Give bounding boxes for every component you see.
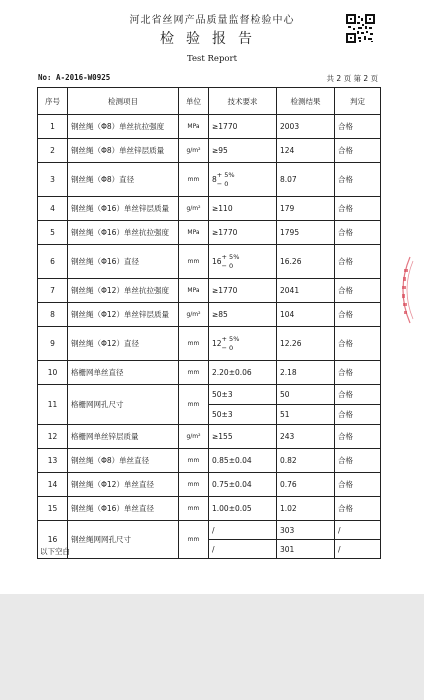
table-row <box>38 521 381 540</box>
cell-unit: mm <box>179 245 209 279</box>
cell-judgement: 合格 <box>335 245 381 279</box>
cell-item: 钢丝绳（Φ16）单丝抗拉强度 <box>68 221 179 245</box>
cell-item: 钢丝绳（Φ12）直径 <box>68 327 179 361</box>
cell-judgement: 合格 <box>335 449 381 473</box>
cell-requirement: ≥110 <box>209 197 277 221</box>
cell-no: 1 <box>38 115 68 139</box>
cell-no: 9 <box>38 327 68 361</box>
req-base: 16 <box>212 256 222 266</box>
cell-item: 格栅网单丝锌层质量 <box>68 425 179 449</box>
tol-plus: + 5% <box>216 170 235 179</box>
end-note: 以下空白 <box>40 547 70 556</box>
cell-item: 钢丝绳（Φ16）直径 <box>68 245 179 279</box>
tolerance <box>217 171 235 189</box>
cell-result: 243 <box>277 425 335 449</box>
cell-unit: MPa <box>179 115 209 139</box>
cell-result: 0.76 <box>277 473 335 497</box>
table-row <box>38 361 381 385</box>
cell-judgement: 合格 <box>335 327 381 361</box>
table-row <box>38 303 381 327</box>
cell-requirement <box>209 245 277 279</box>
cell-result: 124 <box>277 139 335 163</box>
page-title: 检验报告 <box>160 31 264 47</box>
cell-unit: mm <box>179 497 209 521</box>
cell-judgement: 合格 <box>335 303 381 327</box>
cell-result: 8.07 <box>277 163 335 197</box>
tol-plus: + 5% <box>221 334 240 343</box>
cell-item: 格栅网网孔尺寸 <box>68 385 179 425</box>
table-header-row <box>38 88 381 115</box>
page-info: 共 2 页 第 2 页 <box>326 74 378 83</box>
cell-no: 3 <box>38 163 68 197</box>
cell-requirement <box>209 163 277 197</box>
cell-judgement: 合格 <box>335 473 381 497</box>
table-row <box>38 115 381 139</box>
tol-minus: − 0 <box>216 179 229 188</box>
table-row <box>38 197 381 221</box>
cell-no: 8 <box>38 303 68 327</box>
header-no: 序号 <box>38 88 68 115</box>
cell-item: 钢丝绳（Φ8）直径 <box>68 163 179 197</box>
cell-unit: g/m² <box>179 139 209 163</box>
tol-minus: − 0 <box>221 261 234 270</box>
cell-judgement: 合格 <box>335 115 381 139</box>
cell-no: 13 <box>38 449 68 473</box>
cell-no: 11 <box>38 385 68 425</box>
cell-requirement: ≥1770 <box>209 115 277 139</box>
cell-no: 15 <box>38 497 68 521</box>
cell-item: 钢丝绳（Φ16）单丝直径 <box>68 497 179 521</box>
cell-requirement: 0.75±0.04 <box>209 473 277 497</box>
cell-item: 钢丝绳（Φ16）单丝锌层质量 <box>68 197 179 221</box>
cell-judgement: 合格 <box>335 197 381 221</box>
cell-judgement: / <box>335 521 381 540</box>
cell-requirement: ≥1770 <box>209 221 277 245</box>
cell-unit: mm <box>179 473 209 497</box>
header-requirement: 技术要求 <box>209 88 277 115</box>
cell-judgement: 合格 <box>335 405 381 425</box>
cell-no: 4 <box>38 197 68 221</box>
cell-result: 1795 <box>277 221 335 245</box>
cell-judgement: 合格 <box>335 425 381 449</box>
cell-unit: mm <box>179 163 209 197</box>
req-base: 12 <box>212 338 222 348</box>
cell-item: 钢丝绳（Φ12）单丝抗拉强度 <box>68 279 179 303</box>
cell-unit: mm <box>179 449 209 473</box>
cell-no: 14 <box>38 473 68 497</box>
cell-result: 104 <box>277 303 335 327</box>
cell-result: 2003 <box>277 115 335 139</box>
cell-judgement: 合格 <box>335 279 381 303</box>
cell-requirement: / <box>209 521 277 540</box>
report-number: No: A-2016-W0925 <box>38 73 111 82</box>
cell-unit: g/m² <box>179 197 209 221</box>
cell-no: 2 <box>38 139 68 163</box>
cell-judgement: 合格 <box>335 497 381 521</box>
cell-result: 51 <box>277 405 335 425</box>
cell-no: 10 <box>38 361 68 385</box>
cell-unit: g/m² <box>179 303 209 327</box>
header-judgement: 判定 <box>335 88 381 115</box>
cell-unit: g/m² <box>179 425 209 449</box>
cell-requirement: 0.85±0.04 <box>209 449 277 473</box>
cell-judgement: 合格 <box>335 139 381 163</box>
cell-item: 格栅网单丝直径 <box>68 361 179 385</box>
cell-requirement: ≥155 <box>209 425 277 449</box>
cell-judgement: 合格 <box>335 221 381 245</box>
cell-unit: mm <box>179 327 209 361</box>
results-table <box>37 87 381 559</box>
req-base: 8 <box>212 174 217 184</box>
table-row <box>38 497 381 521</box>
header-item: 检测项目 <box>68 88 179 115</box>
table-row <box>38 449 381 473</box>
cell-item: 钢丝绳（Φ8）单丝锌层质量 <box>68 139 179 163</box>
cell-requirement: ≥1770 <box>209 279 277 303</box>
cell-requirement: 50±3 <box>209 385 277 405</box>
red-seal-stamp <box>394 255 416 325</box>
cell-result: 179 <box>277 197 335 221</box>
cell-judgement: 合格 <box>335 385 381 405</box>
cell-result: 2041 <box>277 279 335 303</box>
cell-item: 钢丝绳（Φ12）单丝锌层质量 <box>68 303 179 327</box>
cell-requirement: ≥95 <box>209 139 277 163</box>
table-row <box>38 279 381 303</box>
cell-requirement: 50±3 <box>209 405 277 425</box>
cell-result: 0.82 <box>277 449 335 473</box>
qr-code-icon <box>346 14 375 43</box>
cell-no: 5 <box>38 221 68 245</box>
cell-unit: mm <box>179 521 209 559</box>
page-subtitle: Test Report <box>187 54 237 64</box>
cell-result: 12.26 <box>277 327 335 361</box>
cell-no: 12 <box>38 425 68 449</box>
table-row <box>38 425 381 449</box>
cell-result: 2.18 <box>277 361 335 385</box>
table-row <box>38 221 381 245</box>
table-row <box>38 473 381 497</box>
tolerance <box>222 253 240 271</box>
tol-minus: − 0 <box>221 343 234 352</box>
cell-judgement: / <box>335 540 381 559</box>
cell-item: 钢丝绳（Φ8）单丝直径 <box>68 449 179 473</box>
cell-judgement: 合格 <box>335 163 381 197</box>
table-row <box>38 385 381 405</box>
cell-result: 303 <box>277 521 335 540</box>
cell-no: 7 <box>38 279 68 303</box>
cell-result: 301 <box>277 540 335 559</box>
table-row <box>38 139 381 163</box>
header-unit: 单位 <box>179 88 209 115</box>
cell-unit: mm <box>179 385 209 425</box>
cell-unit: MPa <box>179 279 209 303</box>
cell-requirement: 1.00±0.05 <box>209 497 277 521</box>
tolerance <box>222 335 240 353</box>
cell-no: 6 <box>38 245 68 279</box>
cell-requirement <box>209 327 277 361</box>
cell-result: 1.02 <box>277 497 335 521</box>
table-row <box>38 327 381 361</box>
table-row <box>38 163 381 197</box>
org-name: 河北省丝网产品质量监督检验中心 <box>129 15 295 26</box>
header-result: 检测结果 <box>277 88 335 115</box>
cell-item: 钢丝绳（Φ8）单丝抗拉强度 <box>68 115 179 139</box>
cell-requirement: 2.20±0.06 <box>209 361 277 385</box>
cell-unit: MPa <box>179 221 209 245</box>
cell-result: 50 <box>277 385 335 405</box>
cell-item: 钢丝绳（Φ12）单丝直径 <box>68 473 179 497</box>
cell-requirement: / <box>209 540 277 559</box>
cell-unit: mm <box>179 361 209 385</box>
tol-plus: + 5% <box>221 252 240 261</box>
cell-no: 16 <box>38 521 68 559</box>
cell-result: 16.26 <box>277 245 335 279</box>
cell-judgement: 合格 <box>335 361 381 385</box>
table-row <box>38 245 381 279</box>
cell-requirement: ≥85 <box>209 303 277 327</box>
cell-item: 钢丝绳网网孔尺寸 <box>68 521 179 559</box>
